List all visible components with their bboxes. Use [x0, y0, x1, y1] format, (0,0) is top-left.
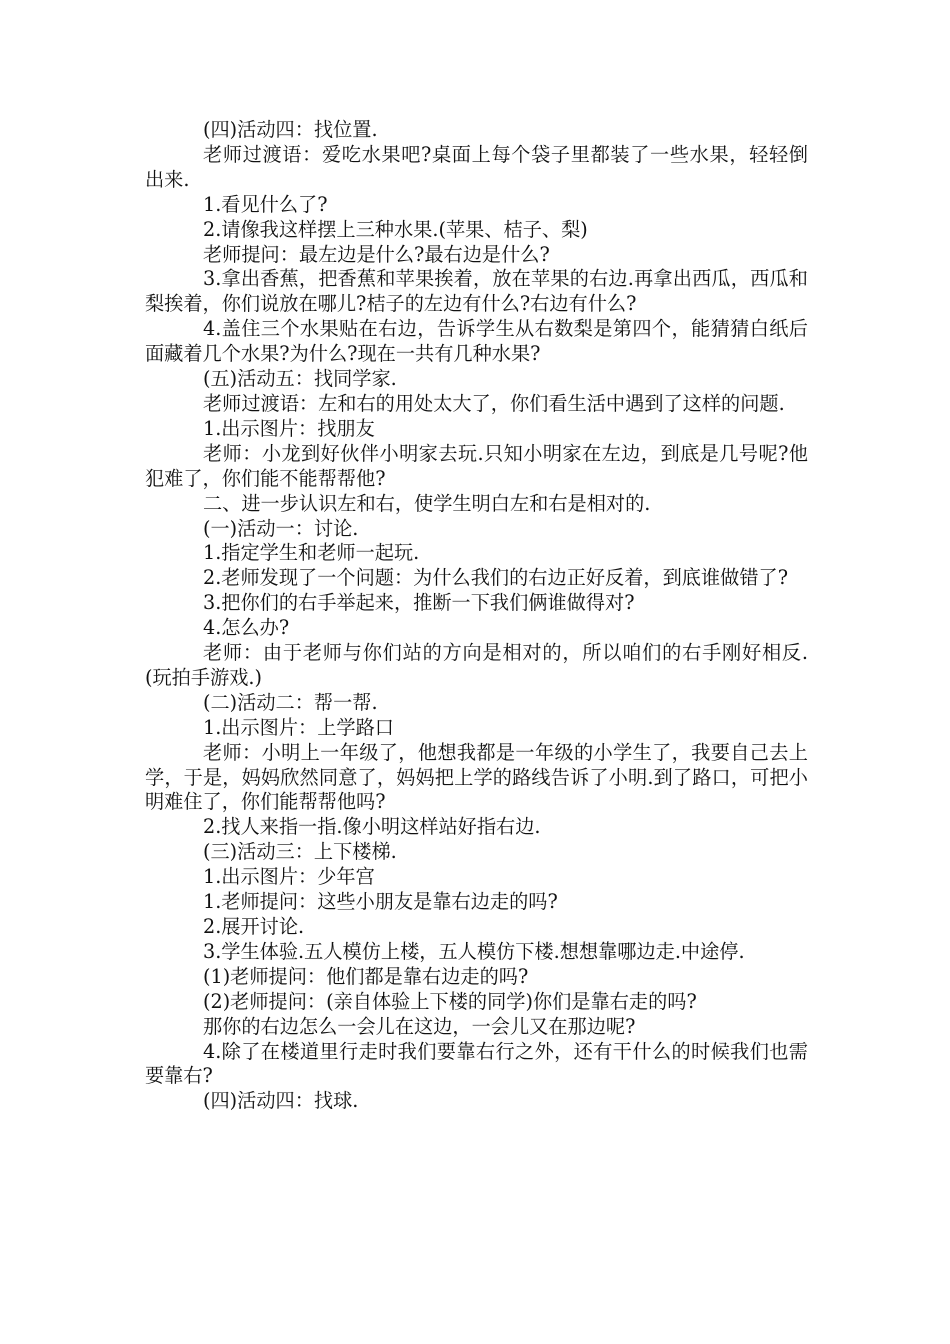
paragraph: 4.除了在楼道里行走时我们要靠右行之外，还有干什么的时候我们也需要靠右? [145, 1039, 808, 1088]
paragraph: 老师过渡语：爱吃水果吧?桌面上每个袋子里都装了一些水果，轻轻倒出来. [145, 142, 808, 191]
paragraph: (1)老师提问：他们都是靠右边走的吗? [203, 964, 529, 988]
paragraph: (一)活动一：讨论. [203, 516, 359, 540]
paragraph: 4.盖住三个水果贴在右边，告诉学生从右数梨是第四个，能猜猜白纸后面藏着几个水果?为什么?现在一共有几种水果? [145, 317, 808, 366]
paragraph: 老师：由于老师与你们站的方向是相对的，所以咱们的右手刚好相反.(玩拍手游戏.) [145, 641, 808, 689]
paragraph: 1.出示图片：少年宫 [203, 865, 375, 889]
paragraph: (五)活动五：找同学家. [203, 367, 397, 391]
paragraph: 老师提问：最左边是什么?最右边是什么? [203, 242, 550, 266]
paragraph: 二、进一步认识左和右，使学生明白左和右是相对的. [203, 491, 651, 515]
paragraph: 1.老师提问：这些小朋友是靠右边走的吗? [203, 890, 558, 914]
paragraph: (二)活动二：帮一帮. [203, 690, 378, 714]
paragraph: 1.看见什么了? [203, 192, 328, 216]
paragraph: 1.出示图片：上学路口 [203, 715, 394, 739]
paragraph: 老师：小明上一年级了，他想我都是一年级的小学生了，我要自己去上学，于是，妈妈欣然同意了，妈妈把上学的路线告诉了小明.到了路口，可把小明难住了，你们能帮帮他吗? [145, 740, 808, 814]
paragraph: 2.找人来指一指.像小明这样站好指右边. [203, 815, 541, 839]
paragraph: 2.展开讨论. [203, 915, 305, 938]
paragraph: 3.学生体验.五人模仿上楼，五人模仿下楼.想想靠哪边走.中途停. [203, 939, 745, 963]
paragraph: 老师：小龙到好伙伴小明家去玩.只知小明家在左边，到底是几号呢?他犯难了，你们能不能帮帮他? [145, 441, 808, 490]
paragraph: (2)老师提问：(亲自体验上下楼的同学)你们是靠右走的吗? [203, 989, 697, 1013]
paragraph: 4.怎么办? [203, 616, 290, 640]
paragraph: 2.老师发现了一个问题：为什么我们的右边正好反着，到底谁做错了? [203, 566, 789, 590]
paragraph: 老师过渡语：左和右的用处太大了，你们看生活中遇到了这样的问题. [203, 391, 785, 415]
paragraph: 1.指定学生和老师一起玩. [203, 541, 420, 565]
paragraph: (四)活动四：找球. [203, 1089, 359, 1113]
paragraph: 3.把你们的右手举起来，推断一下我们俩谁做得对? [203, 591, 635, 615]
paragraph: 那你的右边怎么一会儿在这边，一会儿又在那边呢? [203, 1014, 636, 1038]
paragraph: 1.出示图片：找朋友 [203, 416, 375, 440]
paragraph: (三)活动三：上下楼梯. [203, 840, 397, 864]
paragraph: 3.拿出香蕉，把香蕉和苹果挨着，放在苹果的右边.再拿出西瓜，西瓜和梨挨着，你们说放在哪儿?桔子的左边有什么?右边有什么? [145, 267, 808, 316]
paragraph: 2.请像我这样摆上三种水果.(苹果、桔子、梨) [203, 217, 588, 241]
paragraph: (四)活动四：找位置. [203, 118, 378, 141]
document-page [145, 118, 808, 1114]
